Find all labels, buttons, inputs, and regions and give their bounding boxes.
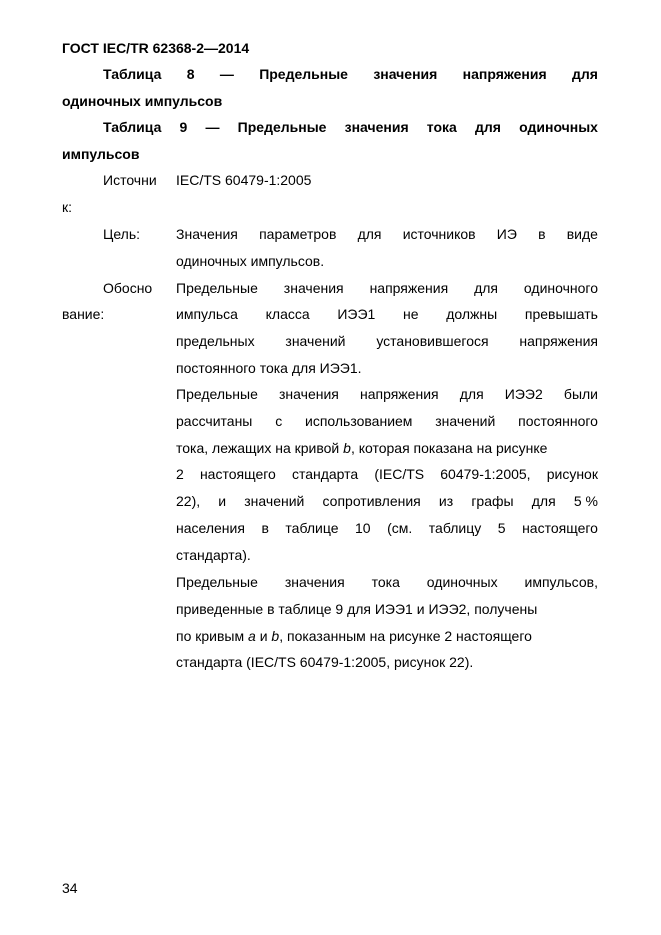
rationale-p3-line-1: Предельные значения тока одиночных импульсов, xyxy=(176,574,598,590)
source-label: Источни xyxy=(103,172,157,188)
rationale-p1-line-4: постоянного тока для ИЭЭ1. xyxy=(176,360,362,376)
table8-title-cont: одиночных импульсов xyxy=(62,93,223,109)
page-number: 34 xyxy=(62,880,78,896)
rationale-label-cont: вание: xyxy=(62,306,105,322)
rationale-p2-line-4: 2 настоящего стандарта (IEC/TS 60479-1:2005, рисунок xyxy=(176,466,598,482)
rationale-p2-line-3: тока, лежащих на кривой b, которая показана на рисунке xyxy=(176,440,548,456)
rationale-p3-line-2: приведенные в таблице 9 для ИЭЭ1 и ИЭЭ2, получены xyxy=(176,601,538,617)
rationale-label: Обосно xyxy=(103,280,153,296)
rationale-p3-line-3: по кривым a и b, показанным на рисунке 2 настоящего xyxy=(176,628,532,644)
source-value: IEC/TS 60479-1:2005 xyxy=(176,172,312,188)
table8-title: Таблица 8 — Предельные значения напряжения для xyxy=(103,66,598,82)
rationale-p1-line-2: импульса класса ИЭЭ1 не должны превышать xyxy=(176,306,598,322)
goal-line-1: Значения параметров для источников ИЭ в виде xyxy=(176,226,598,242)
rationale-p1-line-3: предельных значений установившегося напряжения xyxy=(176,333,598,349)
rationale-p2-line-1: Предельные значения напряжения для ИЭЭ2 были xyxy=(176,386,598,402)
rationale-p1-line-1: Предельные значения напряжения для одиночного xyxy=(176,280,598,296)
table9-title: Таблица 9 — Предельные значения тока для одиночных xyxy=(103,119,598,135)
goal-label: Цель: xyxy=(103,226,141,242)
rationale-p2-line-7: стандарта). xyxy=(176,547,251,563)
source-label-cont: к: xyxy=(62,199,73,215)
rationale-p2-line-2: рассчитаны с использованием значений постоянного xyxy=(176,413,598,429)
rationale-p2-line-5: 22), и значений сопротивления из графы для 5 % xyxy=(176,493,598,509)
table9-title-cont: импульсов xyxy=(62,146,140,162)
rationale-p3-line-4: стандарта (IEC/TS 60479-1:2005, рисунок 22). xyxy=(176,654,474,670)
document-header: ГОСТ IEC/TR 62368-2—2014 xyxy=(62,40,250,56)
rationale-p2-line-6: населения в таблице 10 (см. таблицу 5 настоящего xyxy=(176,520,598,536)
goal-line-2: одиночных импульсов. xyxy=(176,253,325,269)
